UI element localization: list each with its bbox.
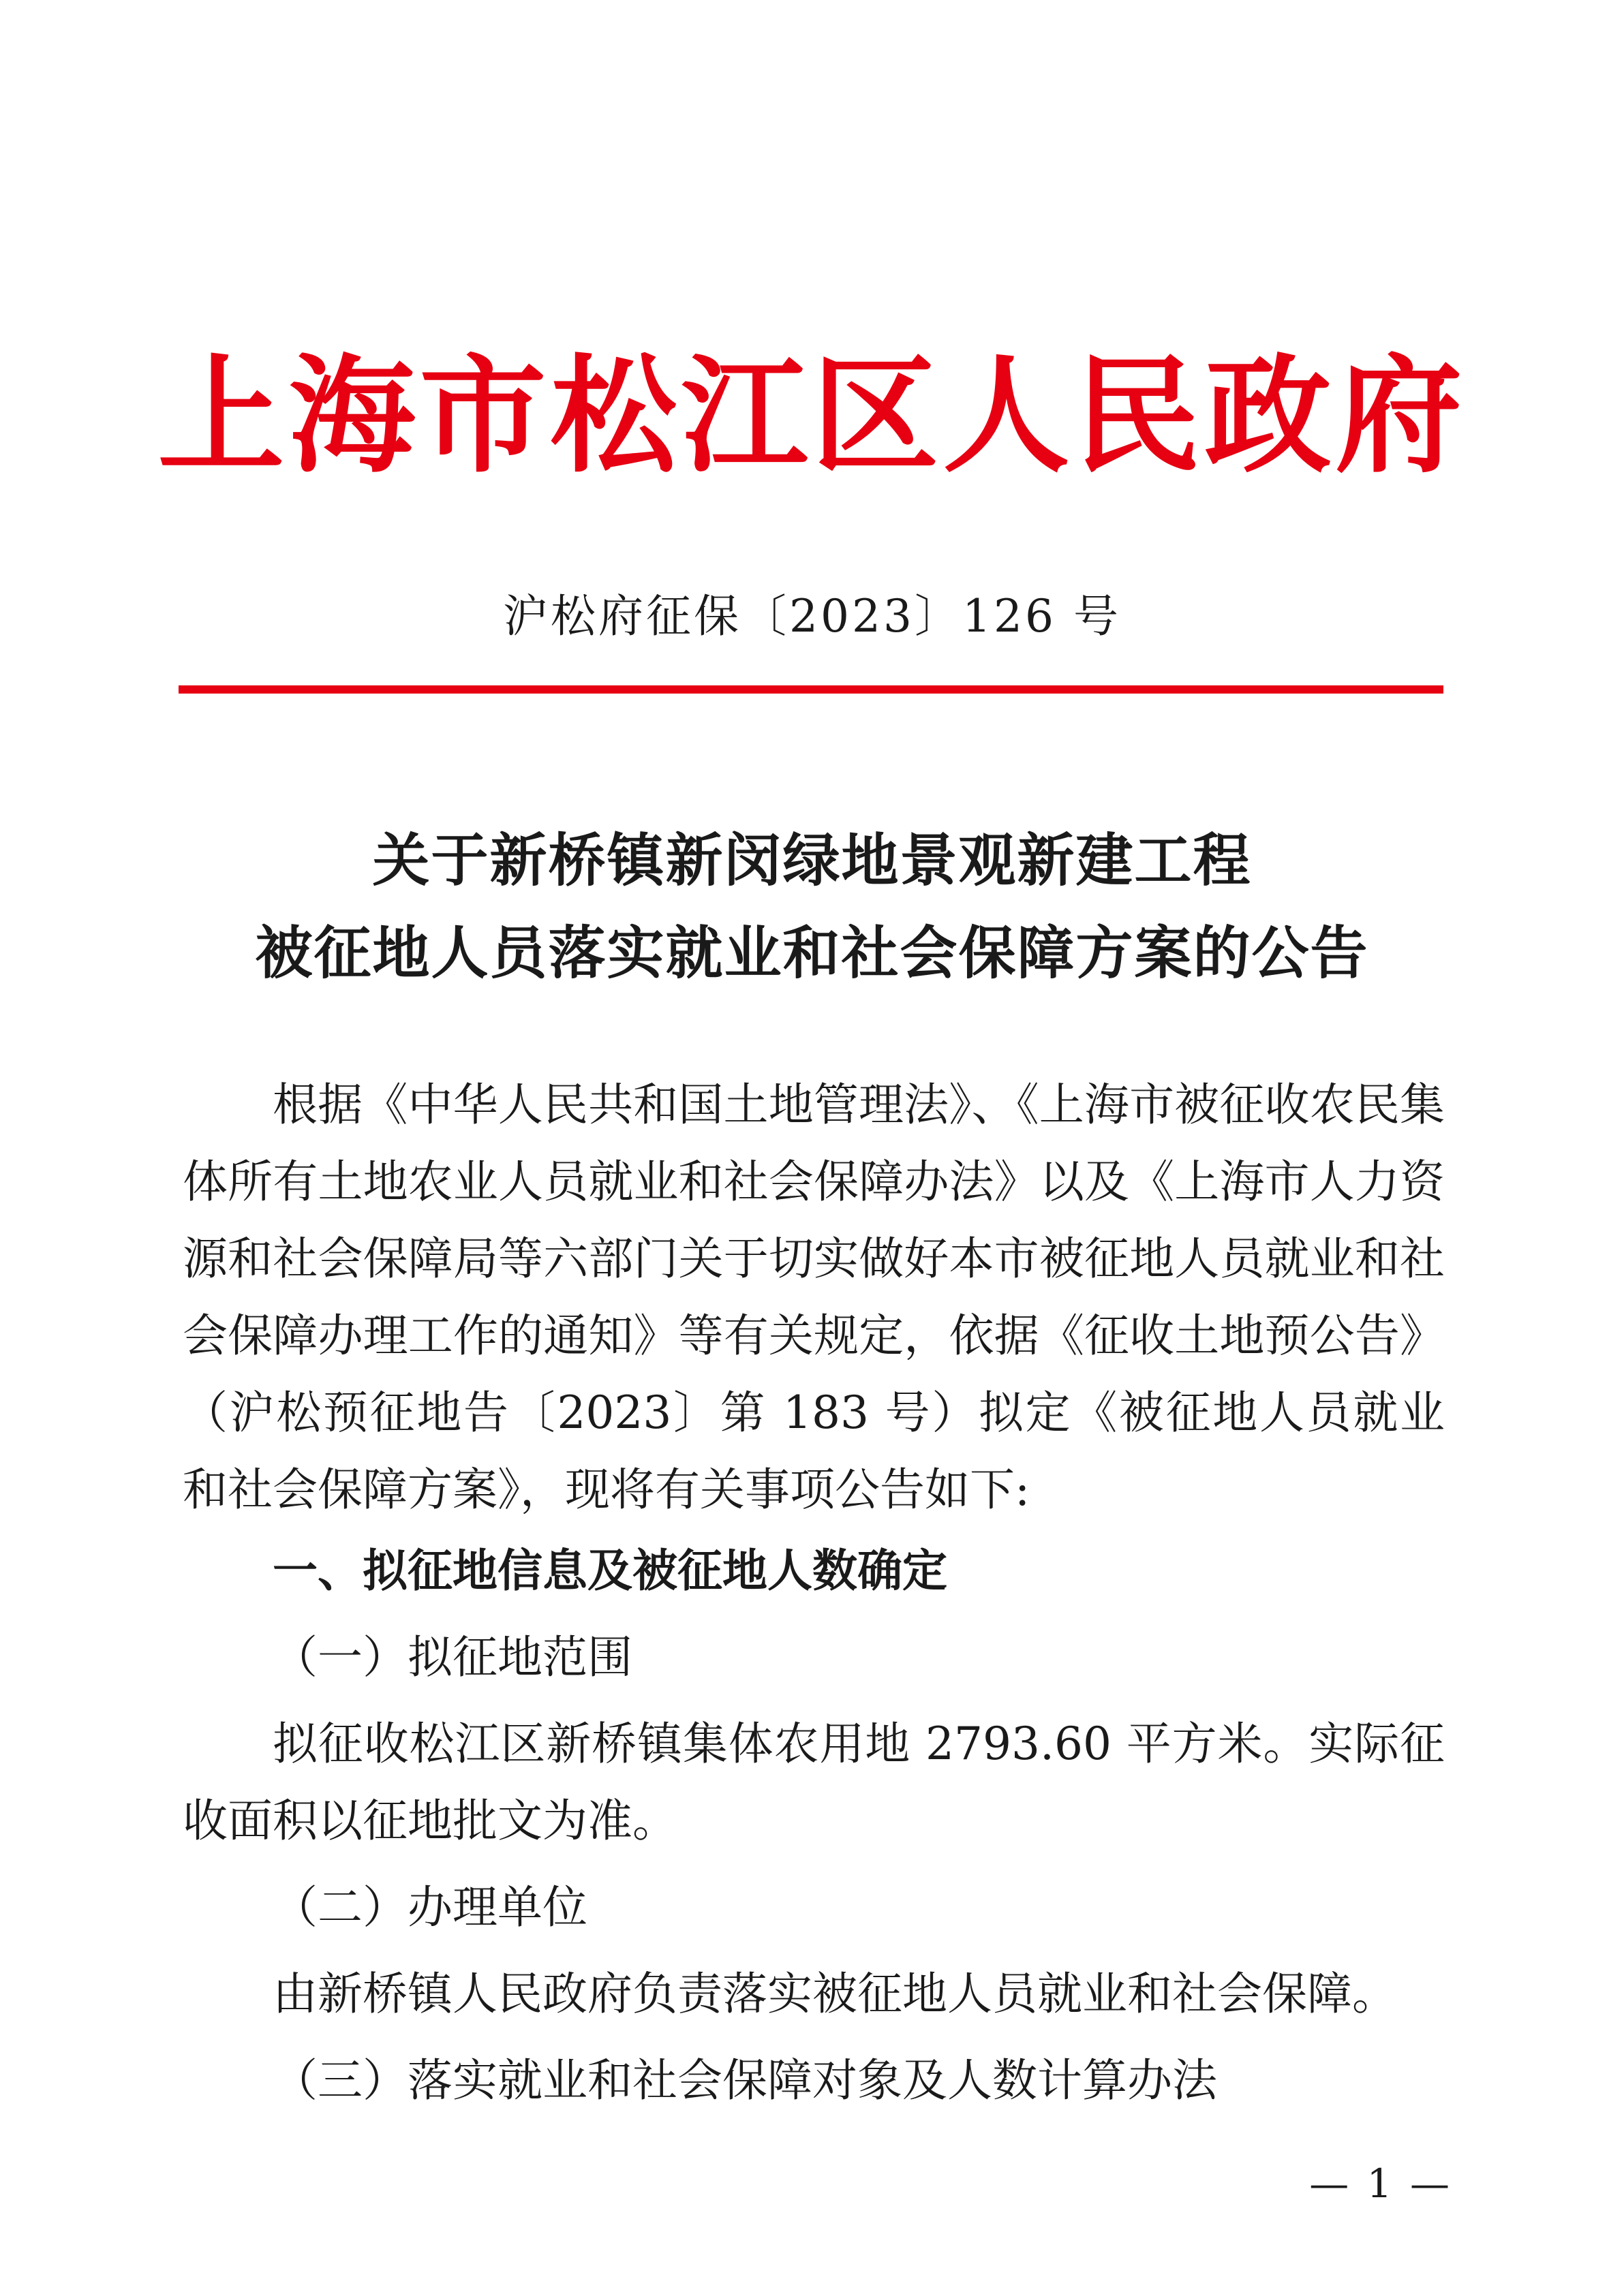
subsection-1-heading: （一）拟征地范围 <box>273 1631 632 1684</box>
red-divider-line <box>179 685 1443 694</box>
subsection-1-text: 拟征收松江区新桥镇集体农用地 2793.60 平方米。实际征收面积以征地批文为准。 <box>183 1718 1445 1847</box>
notice-title-line-1: 关于新桥镇新闵绿地景观新建工程 <box>372 826 1252 894</box>
document-number: 沪松府征保〔2023〕126 号 <box>503 590 1121 642</box>
section-1-heading: 一、拟征地信息及被征地人数确定 <box>273 1545 947 1597</box>
notice-title-line-2: 被征地人员落实就业和社会保障方案的公告 <box>255 919 1369 987</box>
subsection-3-heading: （三）落实就业和社会保障对象及人数计算办法 <box>273 2054 1217 2107</box>
intro-paragraph: 根据《中华人民共和国土地管理法》、《上海市被征收农民集体所有土地农业人员就业和社会保障办法》以及《上海市人力资源和社会保障局等六部门关于切实做好本市被征地人员就业和社会保障办理工作的通知》等有关规定，依据《征收土地预公告》（沪松预征地告〔2023〕第 183 号）拟定《被征地人员就业和社会保障方案》，现将有关事项公告如下: <box>183 1079 1445 1516</box>
page-number: — 1 — <box>1309 2160 1452 2207</box>
issuer-title: 上海市松江区人民政府 <box>157 341 1467 490</box>
subsection-2-heading: （二）办理单位 <box>273 1881 587 1934</box>
notice-body <box>183 1066 1445 2119</box>
subsection-2-text: 由新桥镇人民政府负责落实被征地人员就业和社会保障。 <box>273 1968 1397 2020</box>
notice-title <box>0 814 1624 999</box>
